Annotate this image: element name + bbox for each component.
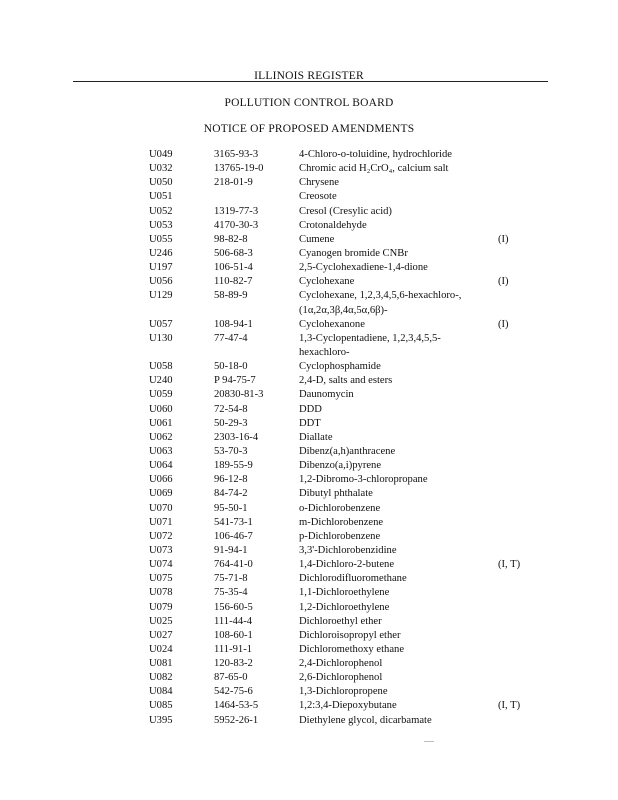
substance-name: Cyclophosphamide: [299, 361, 381, 373]
hazardous-waste-code: U129: [149, 290, 173, 302]
hazardous-waste-code: U049: [149, 149, 173, 160]
substance-name: 1,2:3,4-Diepoxybutane: [299, 700, 397, 712]
table-row: [0, 445, 618, 459]
hazardous-waste-code: U071: [149, 516, 173, 528]
substance-name: Dichloroethyl ether: [299, 615, 382, 627]
cas-number: 50-29-3: [214, 417, 248, 429]
cas-number: 1319-77-3: [214, 205, 259, 217]
cas-number: 77-47-4: [214, 332, 248, 344]
substance-name: Dibutyl phthalate: [299, 488, 373, 500]
substance-name: Cresol (Cresylic acid): [299, 205, 392, 217]
cas-number: 96-12-8: [214, 474, 248, 486]
substance-name: Cyclohexanone: [299, 318, 365, 330]
hazard-code: (I, T): [498, 700, 521, 712]
substance-name: Dichloromethoxy ethane: [299, 643, 405, 655]
table-row: [0, 487, 618, 501]
table-row: [0, 346, 618, 360]
table-row: [0, 332, 618, 346]
table-row: [0, 431, 618, 445]
hazardous-waste-code: U055: [149, 233, 173, 245]
table-row: [0, 643, 618, 657]
table-row: [0, 502, 618, 516]
hazardous-waste-code: U070: [149, 502, 173, 514]
hazardous-waste-code: U051: [149, 191, 173, 203]
hazardous-waste-code: U066: [149, 474, 173, 486]
hazard-code: (I): [498, 276, 509, 288]
hazardous-waste-code: U057: [149, 318, 173, 330]
table-row: [0, 275, 618, 289]
table-row: [0, 190, 618, 204]
cas-number: 2303-16-4: [214, 431, 259, 443]
hazardous-waste-code: U074: [149, 559, 173, 571]
hazardous-waste-code: U082: [149, 672, 173, 684]
cas-number: 108-94-1: [214, 318, 253, 330]
hazardous-waste-code: U075: [149, 573, 173, 585]
hazardous-waste-code: U246: [149, 247, 173, 259]
hazardous-waste-code: U078: [149, 587, 173, 599]
substance-name: Dibenzo(a,i)pyrene: [299, 460, 382, 472]
cas-number: 106-46-7: [214, 530, 253, 542]
hazardous-waste-code: U395: [149, 714, 173, 726]
table-row: [0, 388, 618, 402]
substance-name: 1,2-Dichloroethylene: [299, 601, 390, 613]
table-row: [0, 374, 618, 388]
hazardous-waste-code: U058: [149, 361, 173, 373]
table-row: [0, 176, 618, 190]
cas-number: 111-91-1: [214, 643, 253, 655]
cas-number: 91-94-1: [214, 544, 248, 556]
cas-number: 764-41-0: [214, 559, 253, 571]
substance-name: Diethylene glycol, dicarbamate: [299, 714, 432, 726]
table-row: [0, 685, 618, 699]
cas-number: 72-54-8: [214, 403, 248, 415]
table-row: [0, 219, 618, 233]
cas-number: P 94-75-7: [214, 375, 256, 387]
hazardous-waste-code: U024: [149, 643, 173, 655]
cas-number: 110-82-7: [214, 276, 253, 288]
cas-number: 106-51-4: [214, 262, 253, 274]
header-rule: [73, 81, 548, 82]
substance-name: Creosote: [299, 191, 337, 203]
substance-name: hexachloro-: [299, 346, 350, 358]
substance-name: 4-Chloro-o-toluidine, hydrochloride: [299, 149, 452, 160]
table-row: [0, 289, 618, 303]
cas-number: 13765-19-0: [214, 163, 264, 175]
substance-name: 2,4-Dichlorophenol: [299, 658, 383, 670]
hazardous-waste-code: U085: [149, 700, 173, 712]
cas-number: 75-35-4: [214, 587, 248, 599]
substance-name: m-Dichlorobenzene: [299, 516, 384, 528]
notice-title: NOTICE OF PROPOSED AMENDMENTS: [203, 123, 415, 135]
cas-number: 4170-30-3: [214, 219, 259, 231]
table-row: [0, 530, 618, 544]
hazard-code: (I, T): [498, 559, 521, 571]
cas-number: 541-73-1: [214, 516, 253, 528]
table-row: [0, 417, 618, 431]
table-row: [0, 304, 618, 318]
substance-name: 2,4-D, salts and esters: [299, 375, 393, 387]
cas-number: 20830-81-3: [214, 389, 264, 401]
hazardous-waste-code: U050: [149, 177, 173, 189]
substance-name: Cumene: [299, 233, 335, 245]
hazardous-waste-code: U052: [149, 205, 173, 217]
hazardous-waste-code: U240: [149, 375, 173, 387]
table-row: [0, 261, 618, 275]
table-row: [0, 615, 618, 629]
cas-number: 3165-93-3: [214, 149, 259, 160]
cas-number: 111-44-4: [214, 615, 253, 627]
waste-table: [0, 148, 618, 728]
hazardous-waste-code: U130: [149, 332, 173, 344]
substance-name: (1α,2α,3β,4α,5α,6β)-: [299, 304, 388, 316]
table-row: [0, 699, 618, 713]
table-row: [0, 247, 618, 261]
hazardous-waste-code: U062: [149, 431, 173, 443]
hazardous-waste-code: U197: [149, 262, 173, 274]
cas-number: 58-89-9: [214, 290, 248, 302]
table-row: [0, 671, 618, 685]
substance-name: Diallate: [299, 431, 333, 443]
table-row: [0, 572, 618, 586]
substance-name: Cyanogen bromide CNBr: [299, 247, 408, 259]
cas-number: 506-68-3: [214, 247, 253, 259]
table-row: [0, 360, 618, 374]
table-row: [0, 601, 618, 615]
table-row: [0, 473, 618, 487]
substance-name: Cyclohexane, 1,2,3,4,5,6-hexachloro-,: [299, 290, 462, 302]
board-title: POLLUTION CONTROL BOARD: [224, 97, 394, 109]
substance-name: p-Dichlorobenzene: [299, 530, 381, 542]
cas-number: 84-74-2: [214, 488, 248, 500]
table-row: [0, 657, 618, 671]
substance-name: 1,4-Dichloro-2-butene: [299, 559, 395, 571]
cas-number: 50-18-0: [214, 361, 248, 373]
hazardous-waste-code: U032: [149, 163, 173, 175]
table-row: [0, 148, 618, 162]
cas-number: 156-60-5: [214, 601, 253, 613]
substance-name: 1,1-Dichloroethylene: [299, 587, 390, 599]
cas-number: 1464-53-5: [214, 700, 259, 712]
cas-number: 218-01-9: [214, 177, 253, 189]
cas-number: 542-75-6: [214, 686, 253, 698]
hazardous-waste-code: U064: [149, 460, 173, 472]
hazardous-waste-code: U063: [149, 445, 173, 457]
hazard-code: (I): [498, 233, 509, 245]
cas-number: 120-83-2: [214, 658, 253, 670]
table-row: [0, 205, 618, 219]
cas-number: 53-70-3: [214, 445, 248, 457]
substance-name: o-Dichlorobenzene: [299, 502, 381, 514]
cas-number: 189-55-9: [214, 460, 253, 472]
page-mark: [424, 741, 434, 742]
substance-name: Crotonaldehyde: [299, 219, 367, 231]
hazardous-waste-code: U061: [149, 417, 173, 429]
cas-number: 75-71-8: [214, 573, 248, 585]
substance-name: 3,3'-Dichlorobenzidine: [299, 544, 397, 556]
table-row: [0, 544, 618, 558]
substance-name: Daunomycin: [299, 389, 354, 401]
substance-name: 1,2-Dibromo-3-chloropropane: [299, 474, 428, 486]
hazardous-waste-code: U081: [149, 658, 173, 670]
substance-name: 2,5-Cyclohexadiene-1,4-dione: [299, 262, 428, 274]
table-row: [0, 403, 618, 417]
hazardous-waste-code: U059: [149, 389, 173, 401]
table-row: [0, 586, 618, 600]
substance-name: 2,6-Dichlorophenol: [299, 672, 383, 684]
table-row: [0, 318, 618, 332]
substance-name: Dichlorodifluoromethane: [299, 573, 407, 585]
hazardous-waste-code: U072: [149, 530, 173, 542]
table-row: [0, 459, 618, 473]
substance-name: DDD: [299, 403, 322, 415]
table-row: [0, 162, 618, 176]
hazardous-waste-code: U060: [149, 403, 173, 415]
table-row: [0, 233, 618, 247]
hazardous-waste-code: U053: [149, 219, 173, 231]
register-title: ILLINOIS REGISTER: [254, 70, 364, 82]
hazardous-waste-code: U079: [149, 601, 173, 613]
cas-number: 95-50-1: [214, 502, 248, 514]
table-row: [0, 516, 618, 530]
substance-name: Cyclohexane: [299, 276, 355, 288]
cas-number: 87-65-0: [214, 672, 248, 684]
cas-number: 5952-26-1: [214, 714, 259, 726]
substance-name: 1,3-Dichloropropene: [299, 686, 388, 698]
table-row: [0, 714, 618, 728]
hazardous-waste-code: U069: [149, 488, 173, 500]
hazardous-waste-code: U056: [149, 276, 173, 288]
substance-name: Dichloroisopropyl ether: [299, 629, 401, 641]
table-row: [0, 629, 618, 643]
cas-number: 98-82-8: [214, 233, 248, 245]
hazardous-waste-code: U025: [149, 615, 173, 627]
substance-name: Chrysene: [299, 177, 340, 189]
table-row: [0, 558, 618, 572]
hazardous-waste-code: U084: [149, 686, 173, 698]
hazardous-waste-code: U073: [149, 544, 173, 556]
hazardous-waste-code: U027: [149, 629, 173, 641]
substance-name: DDT: [299, 417, 321, 429]
substance-name: Chromic acid H₂CrO₄, calcium salt: [299, 163, 449, 175]
substance-name: Dibenz(a,h)anthracene: [299, 445, 396, 457]
substance-name: 1,3-Cyclopentadiene, 1,2,3,4,5,5-: [299, 332, 441, 344]
cas-number: 108-60-1: [214, 629, 253, 641]
hazard-code: (I): [498, 318, 509, 330]
